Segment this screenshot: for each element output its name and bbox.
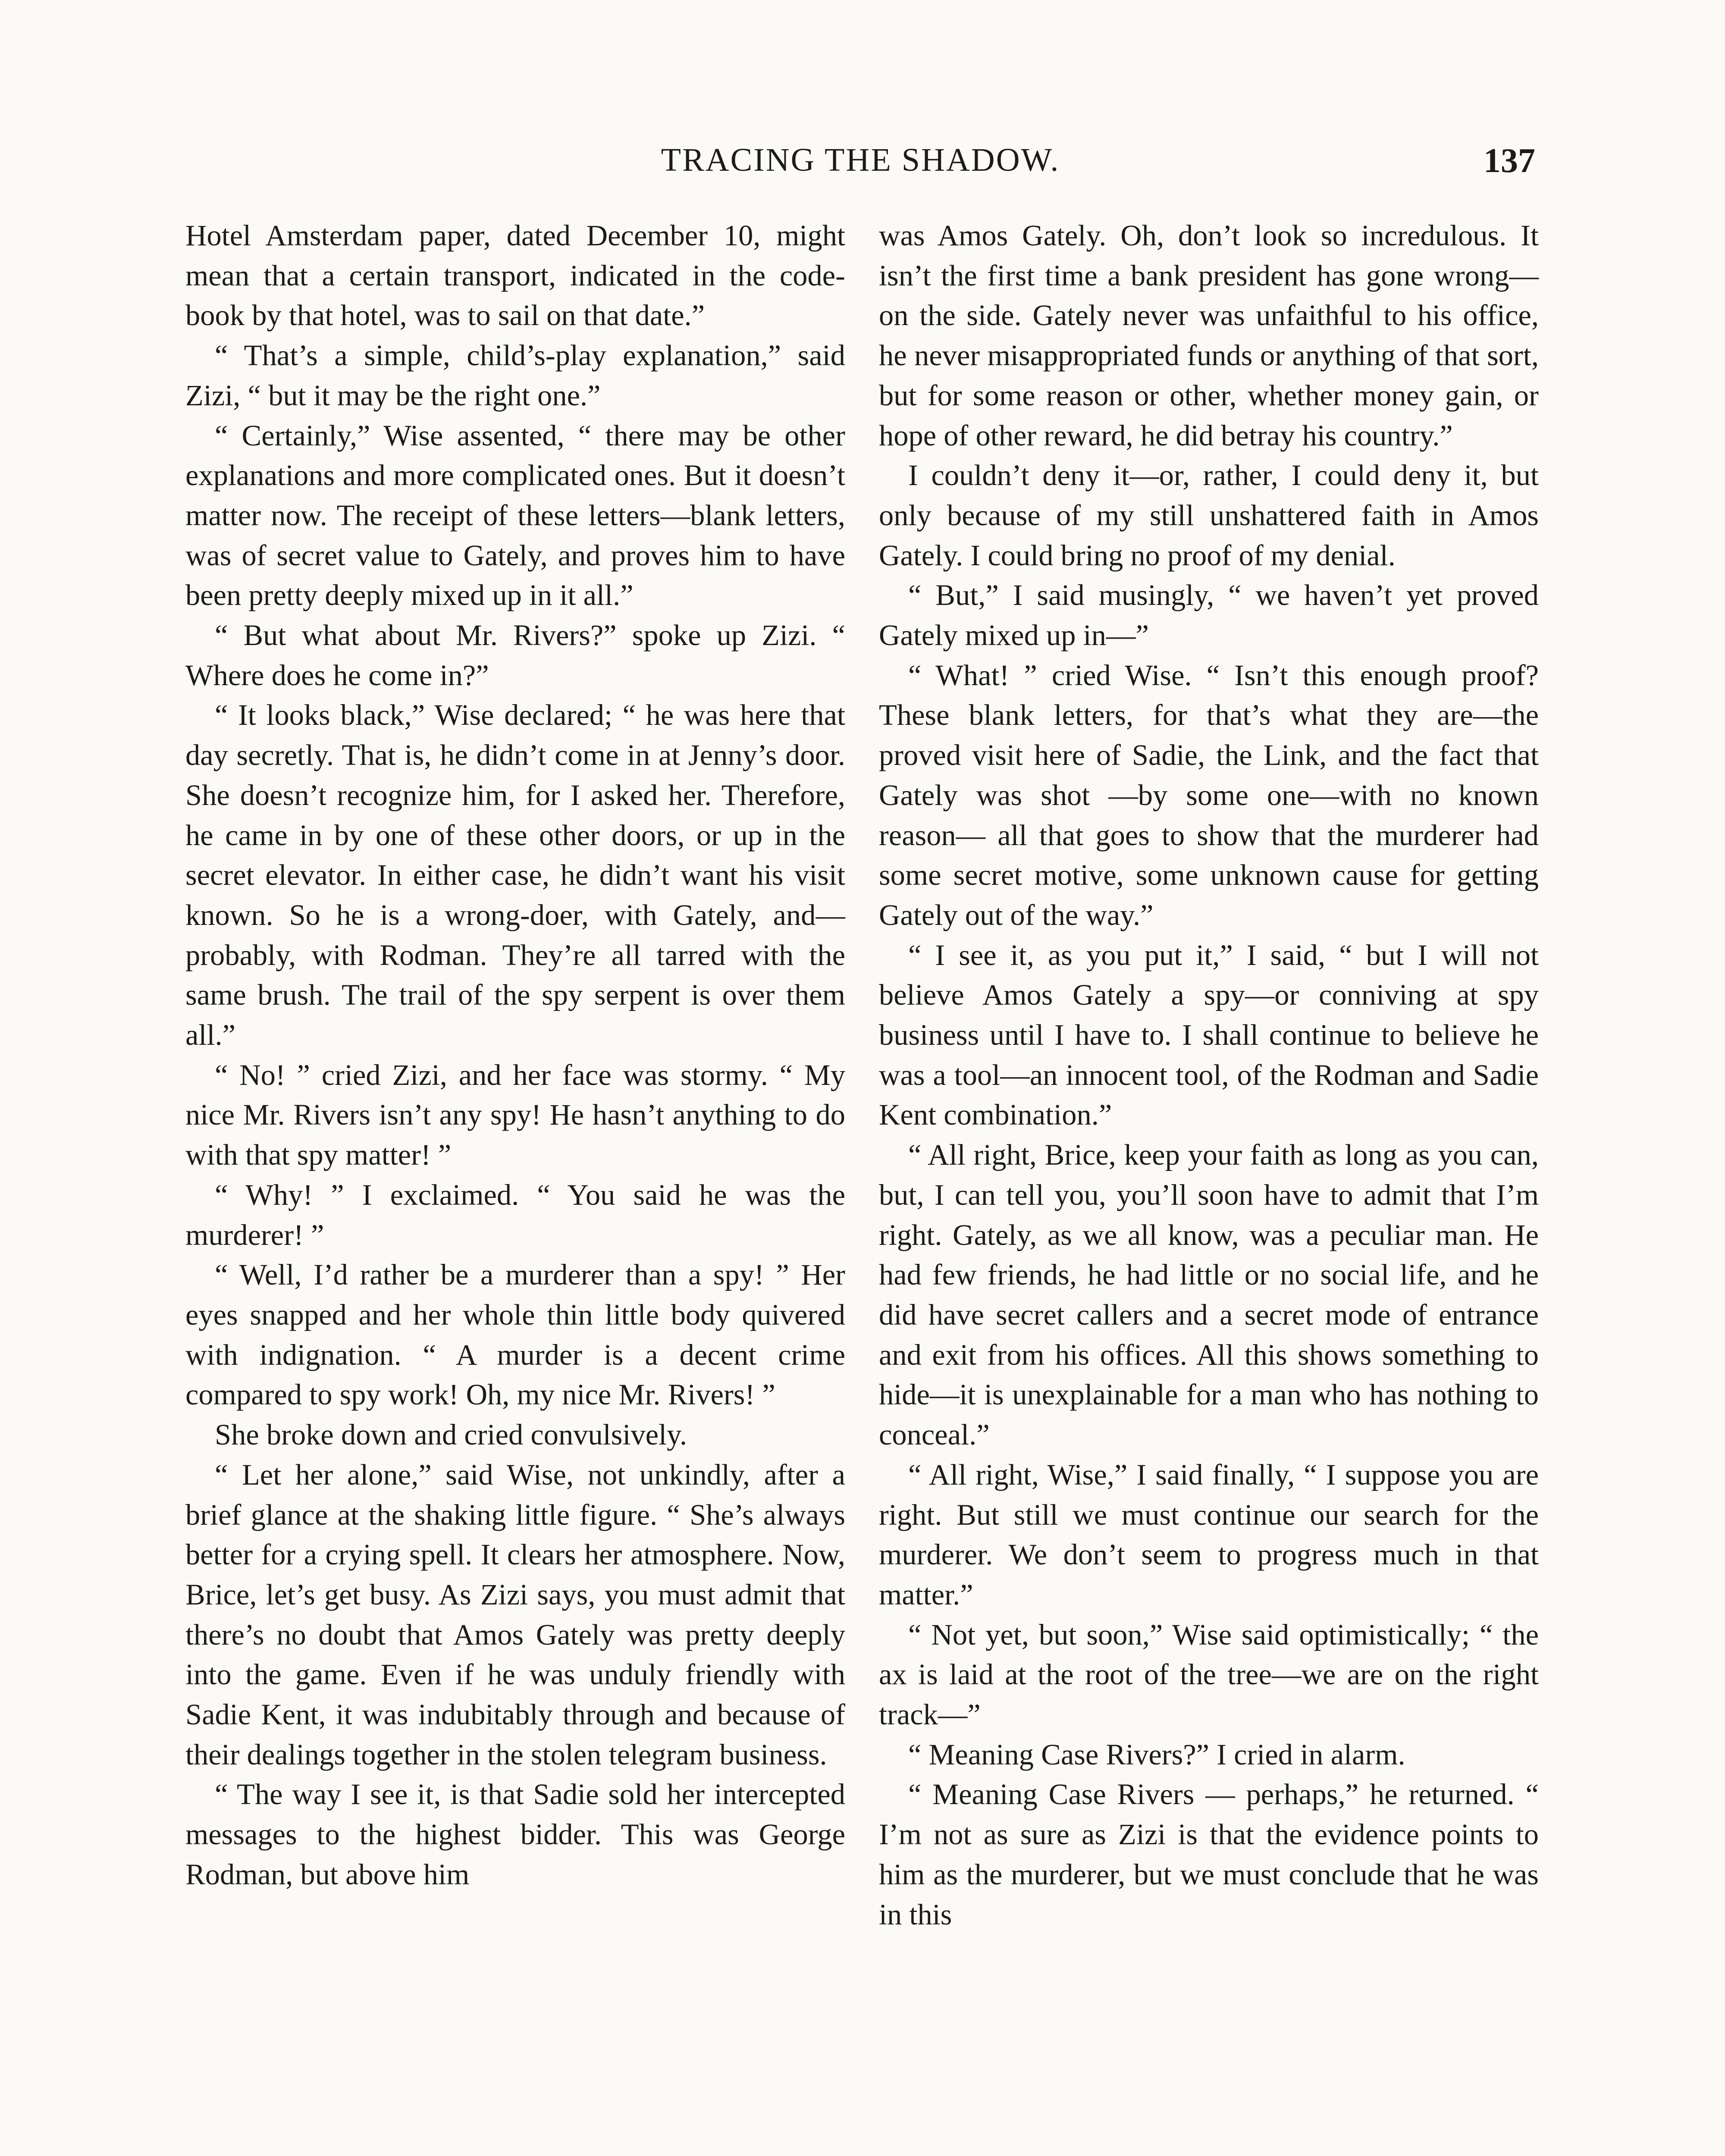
paragraph: “ Why! ” I exclaimed. “ You said he was the murderer! ” bbox=[185, 1178, 845, 1251]
paragraph: “ Meaning Case Rivers — perhaps,” he returned. “ I’m not as sure as Zizi is that the evidence points to him as the murderer, but we must conclude that he was in this bbox=[879, 1778, 1539, 1931]
paragraph: “ The way I see it, is that Sadie sold her intercepted messages to the highest bidder. This was George Rodman, but above him bbox=[185, 1778, 845, 1891]
paragraph: “ Let her alone,” said Wise, not unkindly, after a brief glance at the shaking little figure. “ She’s always better for a crying spell. It clears her atmosphere. Now, Brice, let’s get busy. As Zizi says, you must admit that there’s no doubt that Amos Gately was pretty deeply into the game. Even if he was unduly friendly with Sadie Kent, it was indubitably through and because of their dealings together in the stolen telegram business. bbox=[185, 1458, 845, 1771]
paragraph: “ Well, I’d rather be a murderer than a spy! ” Her eyes snapped and her whole thin little body quivered with indignation. “ A murder is a decent crime compared to spy work! Oh, my nice Mr. Rivers! ” bbox=[185, 1258, 845, 1411]
paragraph: “ It looks black,” Wise declared; “ he was here that day secretly. That is, he didn’t come in at Jenny’s door. She doesn’t recognize him, for I asked her. Therefore, he came in by one of these other doors, or up in the secret elevator. In either case, he didn’t want his visit known. So he is a wrong-doer, with Gately, and—probably, with Rodman. They’re all tarred with the same brush. The trail of the spy serpent is over them all.” bbox=[185, 699, 845, 1052]
paragraph: “ All right, Brice, keep your faith as long as you can, but, I can tell you, you’ll soon have to admit that I’m right. Gately, as we all know, was a peculiar man. He had few friends, he had little or no social life, and he did have secret callers and a secret mode of entrance and exit from his offices. All this shows something to hide—it is unexplainable for a man who has nothing to conceal.” bbox=[879, 1138, 1539, 1451]
running-title: TRACING THE SHADOW. bbox=[661, 142, 1060, 178]
left-text-column bbox=[185, 216, 845, 1895]
paragraph: “ Not yet, but soon,” Wise said optimistically; “ the ax is laid at the root of the tree—we are on the right track—” bbox=[879, 1618, 1539, 1731]
paragraph: was Amos Gately. Oh, don’t look so incredulous. It isn’t the first time a bank president has gone wrong—on the side. Gately never was unfaithful to his office, he never misappropriated funds or anything of that sort, but for some reason or other, whether money gain, or hope of other reward, he did betray his country.” bbox=[879, 219, 1539, 452]
right-text-column bbox=[879, 216, 1539, 1934]
paragraph: “ That’s a simple, child’s-play explanation,” said Zizi, “ but it may be the right one.” bbox=[185, 339, 845, 412]
paragraph: I couldn’t deny it—or, rather, I could deny it, but only because of my still unshattered faith in Amos Gately. I could bring no proof of my denial. bbox=[879, 459, 1539, 572]
paragraph: “ But what about Mr. Rivers?” spoke up Zizi. “ Where does he come in?” bbox=[185, 619, 845, 692]
paragraph: She broke down and cried convulsively. bbox=[215, 1418, 687, 1451]
paragraph: “ Certainly,” Wise assented, “ there may be other explanations and more complicated ones. But it doesn’t matter now. The receipt of these letters—blank letters, was of secret value to Gately, and proves him to have been pretty deeply mixed up in it all.” bbox=[185, 419, 845, 612]
paragraph: “ No! ” cried Zizi, and her face was stormy. “ My nice Mr. Rivers isn’t any spy! He hasn’t anything to do with that spy matter! ” bbox=[185, 1058, 845, 1172]
paragraph: “ All right, Wise,” I said finally, “ I suppose you are right. But still we must continue our search for the murderer. We don’t seem to progress much in that matter.” bbox=[879, 1458, 1539, 1611]
paragraph: “ But,” I said musingly, “ we haven’t yet proved Gately mixed up in—” bbox=[879, 579, 1539, 652]
page-number: 137 bbox=[1484, 142, 1535, 180]
paragraph: Hotel Amsterdam paper, dated December 10, might mean that a certain transport, indicated in the code-book by that hotel, was to sail on that date.” bbox=[185, 219, 845, 332]
paragraph: “ Meaning Case Rivers?” I cried in alarm. bbox=[908, 1738, 1405, 1771]
paragraph: “ What! ” cried Wise. “ Isn’t this enough proof? These blank letters, for that’s what they are—the proved visit here of Sadie, the Link, and the fact that Gately was shot —by some one—with no known reason— all that goes to show that the murderer had some secret motive, some unknown cause for getting Gately out of the way.” bbox=[879, 658, 1539, 931]
page-header bbox=[185, 141, 1535, 189]
paragraph: “ I see it, as you put it,” I said, “ but I will not believe Amos Gately a spy—or conniving at spy business until I have to. I shall continue to believe he was a tool—an innocent tool, of the Rodman and Sadie Kent combination.” bbox=[879, 938, 1539, 1131]
